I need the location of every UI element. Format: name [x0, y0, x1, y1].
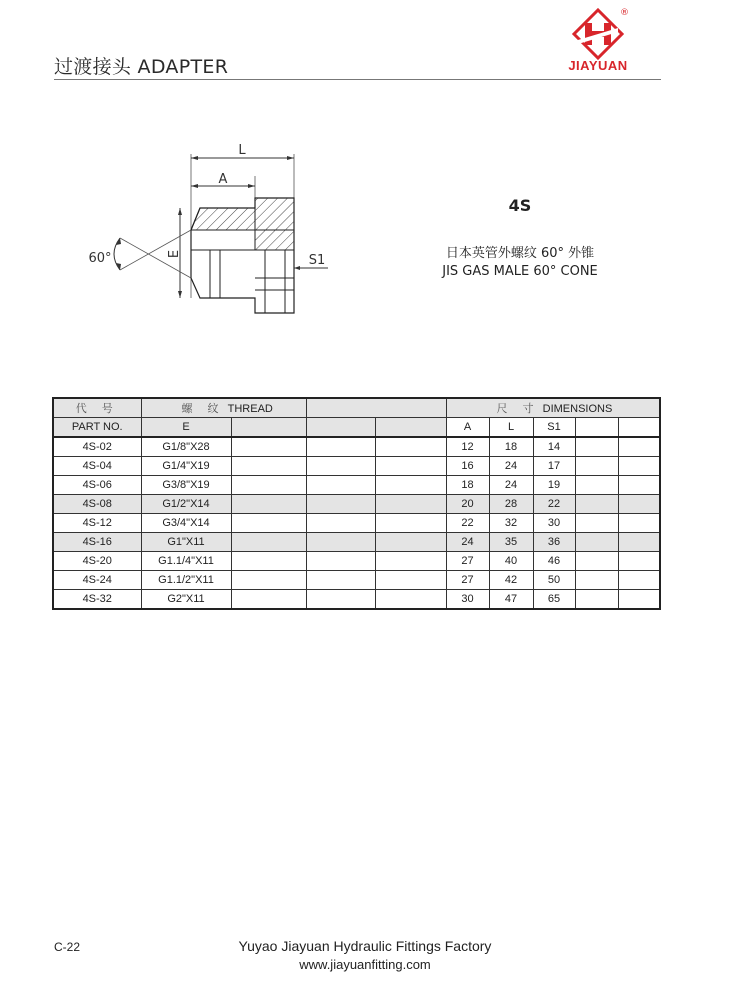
- col-e: E: [141, 418, 231, 438]
- empty-cell: [231, 533, 306, 552]
- empty-cell: [575, 571, 618, 590]
- description-en: JIS GAS MALE 60° CONE: [442, 264, 598, 279]
- dim-l-label: L: [238, 143, 246, 158]
- empty-cell: [575, 514, 618, 533]
- empty-cell: [375, 437, 446, 457]
- dim-a-cell: 12: [446, 437, 489, 457]
- empty-cell: [306, 514, 375, 533]
- empty-cell: [231, 571, 306, 590]
- empty-cell: [618, 514, 660, 533]
- dim-s1-label: S1: [308, 253, 326, 268]
- part-no-cell: 4S-02: [53, 437, 141, 457]
- table-row: [53, 437, 660, 457]
- header-blank: [306, 398, 446, 418]
- empty-cell: [575, 476, 618, 495]
- empty-cell: [618, 495, 660, 514]
- dim-s1-cell: 46: [533, 552, 575, 571]
- empty-cell: [231, 590, 306, 610]
- part-no-cell: 4S-08: [53, 495, 141, 514]
- dim-l-cell: 24: [489, 476, 533, 495]
- col-s1: S1: [533, 418, 575, 438]
- empty-cell: [618, 552, 660, 571]
- thread-cell: G1"X11: [141, 533, 231, 552]
- empty-cell: [306, 533, 375, 552]
- dim-l-cell: 40: [489, 552, 533, 571]
- empty-cell: [375, 533, 446, 552]
- dim-a-cell: 27: [446, 571, 489, 590]
- dim-l-cell: 18: [489, 437, 533, 457]
- dim-a-cell: 16: [446, 457, 489, 476]
- thread-cell: G1.1/4"X11: [141, 552, 231, 571]
- thread-cell: G3/8"X19: [141, 476, 231, 495]
- empty-cell: [306, 495, 375, 514]
- empty-cell: [231, 552, 306, 571]
- empty-cell: [575, 437, 618, 457]
- dim-s1-cell: 30: [533, 514, 575, 533]
- dim-l-cell: 24: [489, 457, 533, 476]
- description-cn: 日本英管外螺纹 60° 外锥: [445, 246, 595, 261]
- empty-cell: [618, 476, 660, 495]
- col-part-no: PART NO.: [53, 418, 141, 438]
- dim-a-cell: 27: [446, 552, 489, 571]
- thread-cell: G1/8"X28: [141, 437, 231, 457]
- page-number: C-22: [54, 940, 81, 954]
- empty-cell: [375, 457, 446, 476]
- col-a: A: [446, 418, 489, 438]
- thread-cell: G2"X11: [141, 590, 231, 610]
- cone-angle-label: 60°: [88, 251, 112, 266]
- table-row: [53, 514, 660, 533]
- dim-s1-cell: 22: [533, 495, 575, 514]
- model-number: 4S: [508, 196, 532, 215]
- dimensions-table: [52, 397, 661, 610]
- part-no-cell: 4S-12: [53, 514, 141, 533]
- empty-cell: [618, 590, 660, 610]
- dim-s1-cell: 65: [533, 590, 575, 610]
- header-thread: 螺 纹 THREAD: [141, 398, 306, 418]
- dim-a-cell: 18: [446, 476, 489, 495]
- dim-l-cell: 35: [489, 533, 533, 552]
- empty-cell: [618, 457, 660, 476]
- dim-s1-cell: 17: [533, 457, 575, 476]
- table-row: [53, 590, 660, 610]
- fitting-drawing: [80, 138, 340, 323]
- page-title: 过渡接头 ADAPTER: [54, 56, 229, 78]
- empty-cell: [306, 552, 375, 571]
- table-header-row-2: [53, 418, 660, 438]
- empty-cell: [306, 590, 375, 610]
- col-l: L: [489, 418, 533, 438]
- dim-l-cell: 32: [489, 514, 533, 533]
- table-row: [53, 476, 660, 495]
- empty-cell: [231, 457, 306, 476]
- table-row: [53, 457, 660, 476]
- dim-s1-cell: 14: [533, 437, 575, 457]
- empty-cell: [375, 571, 446, 590]
- part-no-cell: 4S-24: [53, 571, 141, 590]
- dim-a-label: A: [218, 172, 228, 187]
- part-no-cell: 4S-20: [53, 552, 141, 571]
- website-url: www.jiayuanfitting.com: [299, 957, 431, 972]
- table-row: [53, 571, 660, 590]
- empty-cell: [575, 457, 618, 476]
- empty-cell: [231, 495, 306, 514]
- header-dimensions: 尺 寸 DIMENSIONS: [446, 398, 660, 418]
- thread-cell: G1/2"X14: [141, 495, 231, 514]
- empty-cell: [231, 437, 306, 457]
- company-name: Yuyao Jiayuan Hydraulic Fittings Factory: [238, 938, 492, 954]
- dim-a-cell: 20: [446, 495, 489, 514]
- dim-e-label: E: [167, 249, 182, 259]
- empty-cell: [306, 437, 375, 457]
- empty-cell: [375, 514, 446, 533]
- empty-cell: [231, 514, 306, 533]
- empty-cell: [618, 571, 660, 590]
- empty-cell: [618, 437, 660, 457]
- empty-cell: [375, 495, 446, 514]
- empty-cell: [575, 495, 618, 514]
- empty-cell: [306, 476, 375, 495]
- empty-cell: [231, 476, 306, 495]
- dim-s1-cell: 36: [533, 533, 575, 552]
- registered-mark: ®: [620, 8, 629, 18]
- thread-cell: G3/4"X14: [141, 514, 231, 533]
- table-row: [53, 495, 660, 514]
- table-header-row-1: [53, 398, 660, 418]
- dim-s1-cell: 50: [533, 571, 575, 590]
- empty-cell: [575, 533, 618, 552]
- empty-cell: [306, 571, 375, 590]
- empty-cell: [306, 457, 375, 476]
- empty-cell: [575, 590, 618, 610]
- part-no-cell: 4S-32: [53, 590, 141, 610]
- header-code-cn: 代 号: [53, 398, 141, 418]
- empty-cell: [375, 590, 446, 610]
- dim-l-cell: 47: [489, 590, 533, 610]
- header-divider: [54, 79, 661, 80]
- brand-name: JIAYUAN: [568, 58, 628, 73]
- empty-cell: [575, 552, 618, 571]
- table-row: [53, 552, 660, 571]
- empty-cell: [375, 552, 446, 571]
- thread-cell: G1/4"X19: [141, 457, 231, 476]
- empty-cell: [375, 476, 446, 495]
- dim-a-cell: 22: [446, 514, 489, 533]
- dim-s1-cell: 19: [533, 476, 575, 495]
- dim-l-cell: 42: [489, 571, 533, 590]
- part-no-cell: 4S-04: [53, 457, 141, 476]
- dim-l-cell: 28: [489, 495, 533, 514]
- dim-a-cell: 24: [446, 533, 489, 552]
- empty-cell: [618, 533, 660, 552]
- table-row: [53, 533, 660, 552]
- part-no-cell: 4S-06: [53, 476, 141, 495]
- part-no-cell: 4S-16: [53, 533, 141, 552]
- thread-cell: G1.1/2"X11: [141, 571, 231, 590]
- dim-a-cell: 30: [446, 590, 489, 610]
